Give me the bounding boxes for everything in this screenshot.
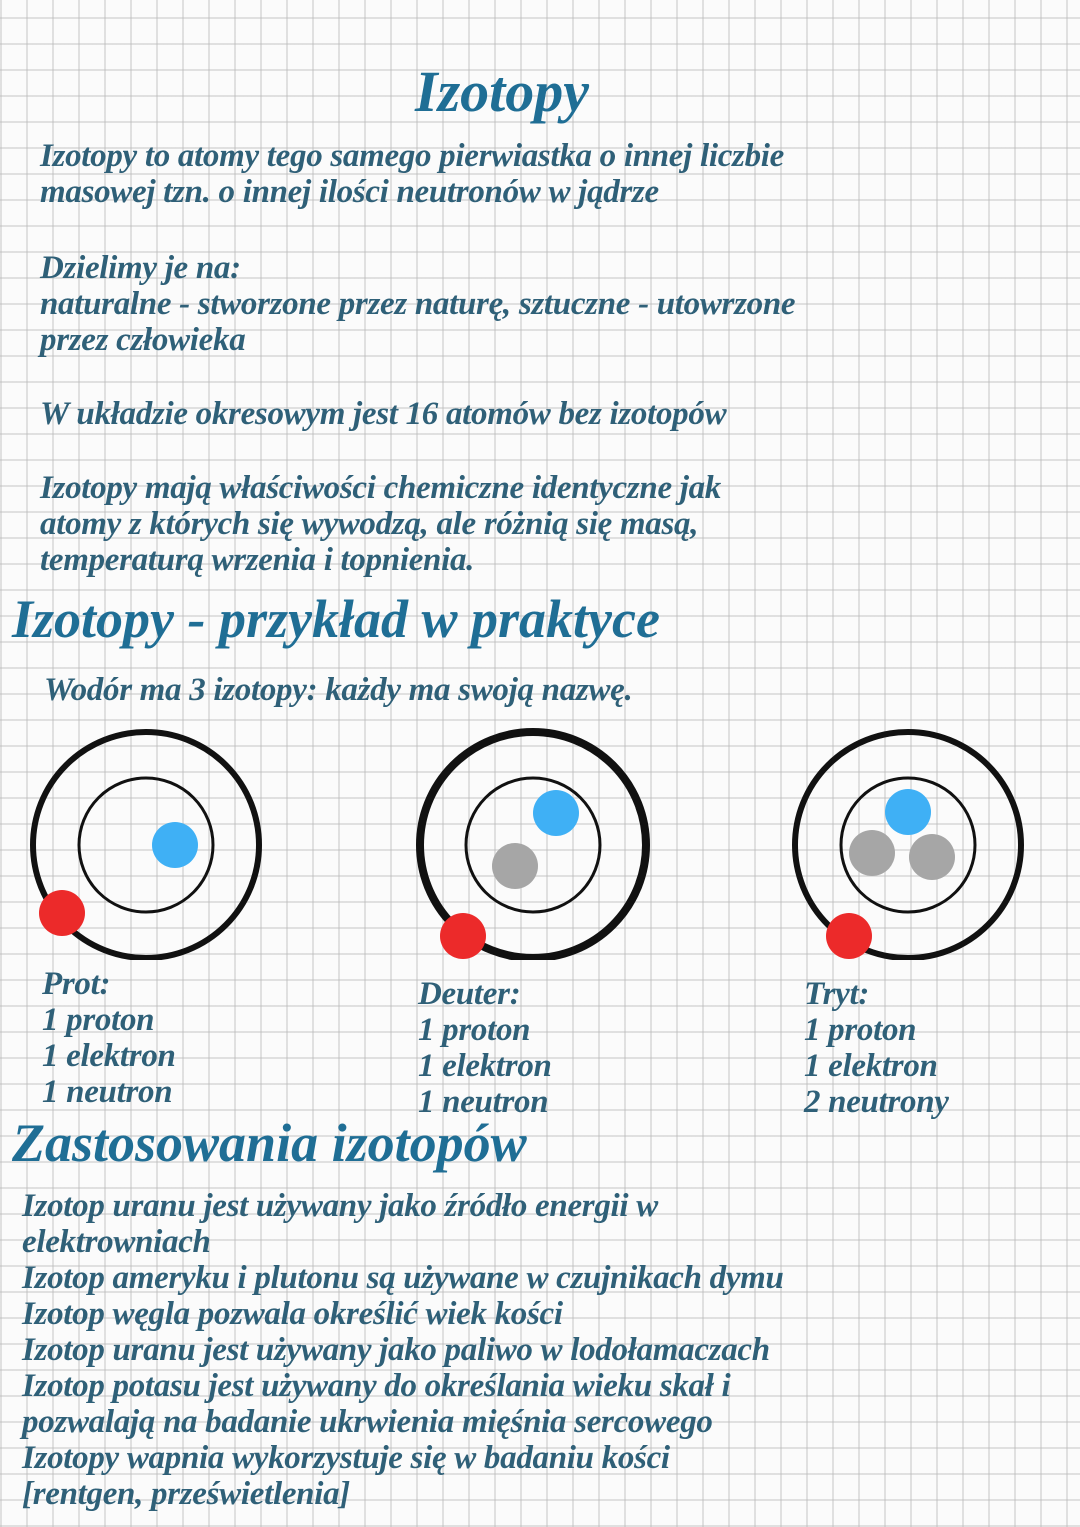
text-line: 1 elektron xyxy=(42,1038,176,1074)
text-line: naturalne - stworzone przez naturę, sztuczne - utowrzone xyxy=(40,286,796,322)
properties-paragraph xyxy=(40,470,721,578)
division-paragraph xyxy=(40,250,795,358)
neutron-dot xyxy=(492,843,538,889)
text-line: W układzie okresowym jest 16 atomów bez izotopów xyxy=(40,396,727,432)
text-line: 1 elektron xyxy=(804,1048,938,1084)
text-line: 1 elektron xyxy=(418,1048,552,1084)
isotope-label-prot xyxy=(42,966,176,1110)
applications-list xyxy=(22,1188,784,1512)
text-line: atomy z których się wywodzą, ale różnią się masą, xyxy=(40,506,699,542)
page-title: Izotopy xyxy=(415,59,589,124)
isotope-name: Tryt: xyxy=(804,976,870,1012)
isotope-name: Prot: xyxy=(42,966,111,1002)
text-line: 2 neutrony xyxy=(804,1084,949,1120)
text-line: 1 proton xyxy=(804,1012,917,1048)
list-item: elektrowniach xyxy=(22,1224,211,1260)
list-item: Izotop uranu jest używany jako paliwo w lodołamaczach xyxy=(22,1332,770,1368)
text-line: 1 neutron xyxy=(418,1084,549,1120)
electron-dot xyxy=(440,913,486,959)
definition-paragraph xyxy=(40,138,784,210)
nucleus-boundary xyxy=(466,778,600,912)
list-item: Izotopy wapnia wykorzystuje się w badaniu kości xyxy=(22,1440,670,1476)
list-item: Izotop ameryku i plutonu są używane w czujnikach dymu xyxy=(22,1260,784,1296)
text-line: Wodór ma 3 izotopy: każdy ma swoją nazwę. xyxy=(44,672,633,708)
text-line: Izotopy to atomy tego samego pierwiastka o innej liczbie xyxy=(40,138,785,174)
applications-heading: Zastosowania izotopów xyxy=(12,1113,527,1173)
list-item: Izotop potasu jest używany do określania wieku skał i xyxy=(22,1368,731,1404)
prot-atom-diagram xyxy=(33,732,259,958)
periodic-fact xyxy=(40,396,726,432)
text-line: masowej tzn. o innej ilości neutronów w jądrze xyxy=(40,174,659,210)
list-item: [rentgen, prześwietlenia] xyxy=(22,1476,350,1512)
hydrogen-isotope-diagrams xyxy=(0,700,1080,960)
text-line: 1 neutron xyxy=(42,1074,173,1110)
text-line: Izotopy mają właściwości chemiczne identyczne jak xyxy=(40,470,722,506)
electron-orbit xyxy=(795,732,1021,958)
tryt-atom-diagram xyxy=(795,732,1021,959)
neutron-dot xyxy=(849,830,895,876)
text-line: 1 proton xyxy=(42,1002,155,1038)
electron-dot xyxy=(826,913,872,959)
list-item: pozwalają na badanie ukrwienia mięśnia sercowego xyxy=(22,1404,713,1440)
example-heading: Izotopy - przykład w praktyce xyxy=(12,589,660,649)
proton-dot xyxy=(885,789,931,835)
deuter-atom-diagram xyxy=(420,732,646,959)
isotope-name: Deuter: xyxy=(418,976,521,1012)
text-line: temperaturą wrzenia i topnienia. xyxy=(40,542,475,578)
electron-dot xyxy=(39,890,85,936)
isotope-label-tryt xyxy=(804,976,949,1120)
neutron-dot xyxy=(909,834,955,880)
proton-dot xyxy=(533,790,579,836)
text-line: Dzielimy je na: xyxy=(40,250,241,286)
list-item: Izotop węgla pozwala określić wiek kości xyxy=(22,1296,563,1332)
isotope-label-deuter xyxy=(418,976,552,1120)
proton-dot xyxy=(152,822,198,868)
text-line: przez człowieka xyxy=(40,322,246,358)
list-item: Izotop uranu jest używany jako źródło energii w xyxy=(22,1188,658,1224)
text-line: 1 proton xyxy=(418,1012,531,1048)
